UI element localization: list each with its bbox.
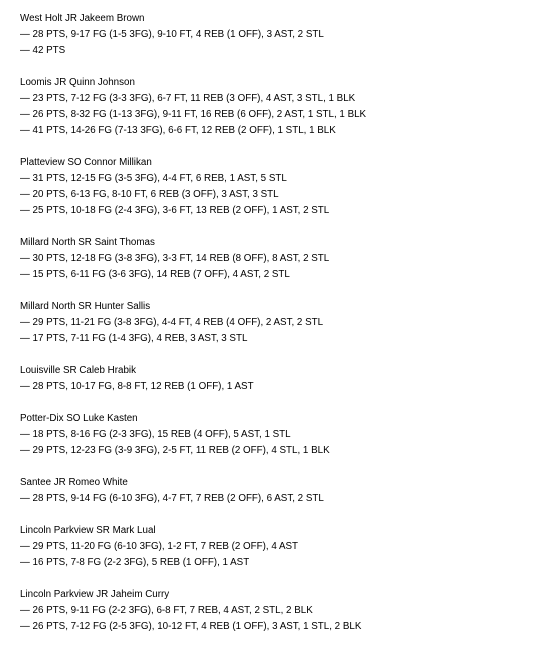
player-name: Lincoln Parkview SR Mark Lual: [20, 525, 156, 536]
stat-line: — 26 PTS, 8-32 FG (1-13 3FG), 9-11 FT, 16 REB (6 OFF), 2 AST, 1 STL, 1 BLK: [20, 109, 367, 120]
player-entry: [20, 587, 552, 635]
stat-line: — 17 PTS, 7-11 FG (1-4 3FG), 4 REB, 3 AST, 3 STL: [20, 333, 248, 344]
stat-line: — 29 PTS, 12-23 FG (3-9 3FG), 2-5 FT, 11 REB (2 OFF), 4 STL, 1 BLK: [20, 445, 330, 456]
stat-line: — 28 PTS, 10-17 FG, 8-8 FT, 12 REB (1 OFF), 1 AST: [20, 381, 254, 392]
player-name: Millard North SR Hunter Sallis: [20, 301, 151, 312]
player-entry: [20, 155, 552, 219]
player-entry: [20, 475, 552, 507]
stat-line: — 26 PTS, 9-11 FG (2-2 3FG), 6-8 FT, 7 REB, 4 AST, 2 STL, 2 BLK: [20, 605, 313, 616]
stat-line: — 28 PTS, 9-14 FG (6-10 3FG), 4-7 FT, 7 REB (2 OFF), 6 AST, 2 STL: [20, 493, 324, 504]
stat-line: — 15 PTS, 6-11 FG (3-6 3FG), 14 REB (7 OFF), 4 AST, 2 STL: [20, 269, 290, 280]
stat-line: — 42 PTS: [20, 45, 66, 56]
player-name: Potter-Dix SO Luke Kasten: [20, 413, 138, 424]
stat-line: — 28 PTS, 9-17 FG (1-5 3FG), 9-10 FT, 4 REB (1 OFF), 3 AST, 2 STL: [20, 29, 324, 40]
player-name: Santee JR Romeo White: [20, 477, 128, 488]
stat-line: — 23 PTS, 7-12 FG (3-3 3FG), 6-7 FT, 11 REB (3 OFF), 4 AST, 3 STL, 1 BLK: [20, 93, 356, 104]
player-entry: [20, 75, 552, 139]
stat-line: — 16 PTS, 7-8 FG (2-2 3FG), 5 REB (1 OFF), 1 AST: [20, 557, 250, 568]
stat-line: — 31 PTS, 12-15 FG (3-5 3FG), 4-4 FT, 6 REB, 1 AST, 5 STL: [20, 173, 287, 184]
player-entry: [20, 411, 552, 459]
player-entry: [20, 235, 552, 283]
stat-line: — 30 PTS, 12-18 FG (3-8 3FG), 3-3 FT, 14 REB (8 OFF), 8 AST, 2 STL: [20, 253, 330, 264]
player-entry: [20, 363, 552, 395]
player-name: Louisville SR Caleb Hrabik: [20, 365, 136, 376]
player-name: Lincoln Parkview JR Jaheim Curry: [20, 589, 170, 600]
player-name: Platteview SO Connor Millikan: [20, 157, 152, 168]
stat-line: — 41 PTS, 14-26 FG (7-13 3FG), 6-6 FT, 12 REB (2 OFF), 1 STL, 1 BLK: [20, 125, 336, 136]
stat-line: — 26 PTS, 7-12 FG (2-5 3FG), 10-12 FT, 4 REB (1 OFF), 3 AST, 1 STL, 2 BLK: [20, 621, 362, 632]
stat-line: — 20 PTS, 6-13 FG, 8-10 FT, 6 REB (3 OFF), 3 AST, 3 STL: [20, 189, 279, 200]
player-entry: [20, 523, 552, 571]
player-entry: [20, 299, 552, 347]
player-name: Millard North SR Saint Thomas: [20, 237, 155, 248]
stat-line: — 25 PTS, 10-18 FG (2-4 3FG), 3-6 FT, 13 REB (2 OFF), 1 AST, 2 STL: [20, 205, 330, 216]
player-entry: [20, 11, 552, 59]
stat-line: — 29 PTS, 11-21 FG (3-8 3FG), 4-4 FT, 4 REB (4 OFF), 2 AST, 2 STL: [20, 317, 324, 328]
player-name: Loomis JR Quinn Johnson: [20, 77, 135, 88]
stat-line: — 29 PTS, 11-20 FG (6-10 3FG), 1-2 FT, 7 REB (2 OFF), 4 AST: [20, 541, 299, 552]
stat-line: — 18 PTS, 8-16 FG (2-3 3FG), 15 REB (4 OFF), 5 AST, 1 STL: [20, 429, 291, 440]
player-name: West Holt JR Jakeem Brown: [20, 13, 145, 24]
